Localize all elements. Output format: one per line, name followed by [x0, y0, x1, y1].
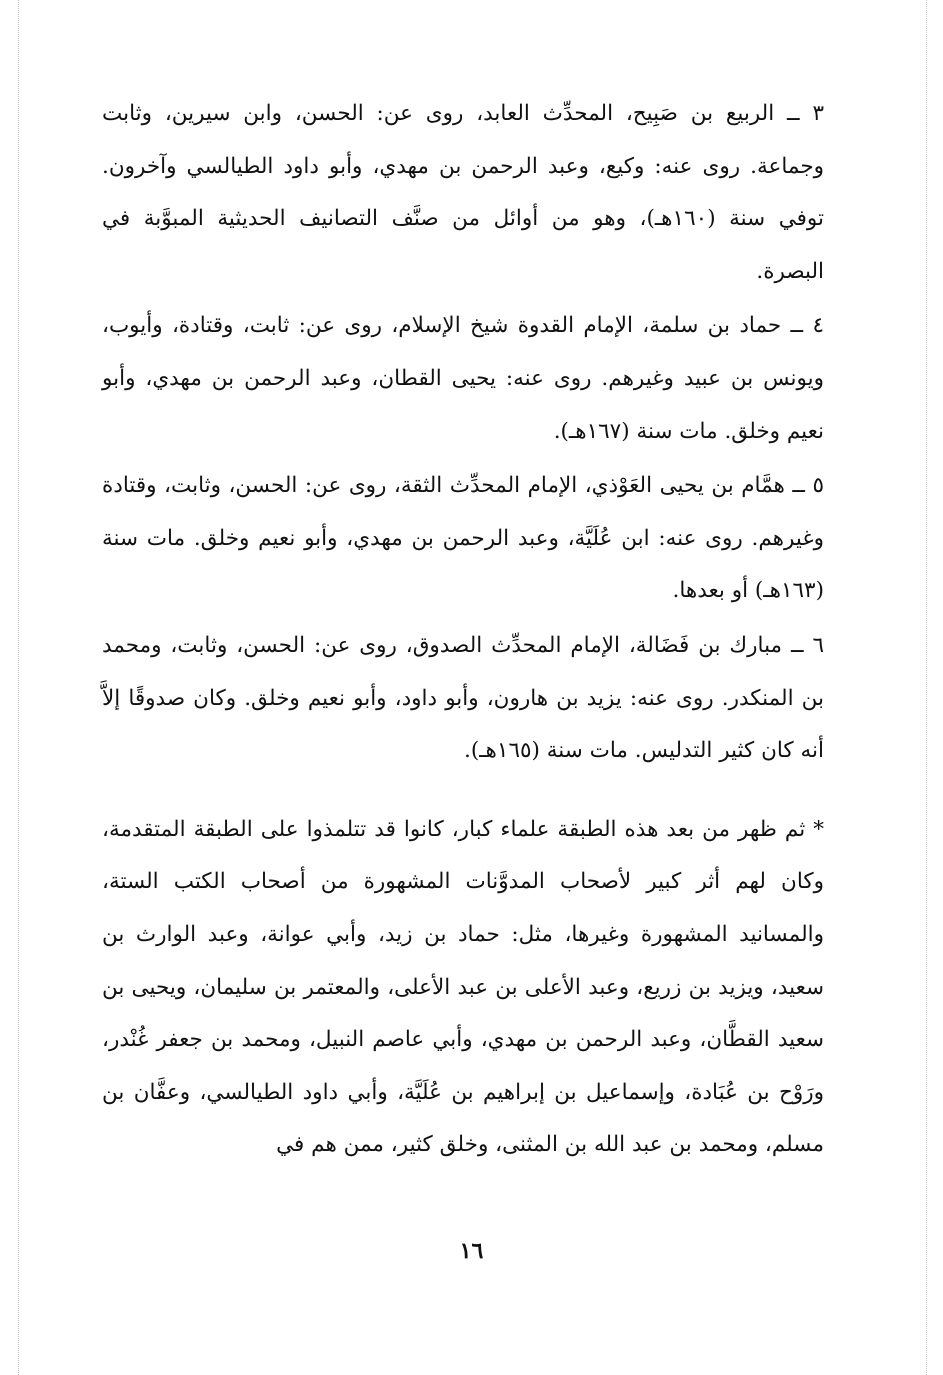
- paragraph-hammad-ibn-salama: ٤ ــ حماد بن سلمة، الإمام القدوة شيخ الإسلام، روى عن: ثابت، وقتادة، وأيوب، ويونس بن عبيد وغيرهم. روى عنه: يحيى القطان، وعبد الرحمن بن مهدي، وأبو نعيم وخلق. مات سنة (١٦٧هـ).: [102, 313, 824, 444]
- scan-edge-left: [18, 0, 19, 1375]
- paragraph-later-generation: * ثم ظهر من بعد هذه الطبقة علماء كبار، كانوا قد تتلمذوا على الطبقة المتقدمة، وكان لهم أثر كبير لأصحاب المدوَّنات المشهورة من أصحاب الكتب الستة، والمسانيد المشهورة وغيرها، مثل: حماد بن زيد، وأبي عوانة، وعبد الوارث بن سعيد، ويزيد بن زريع، وعبد الأعلى بن عبد الأعلى، والمعتمر بن سليمان، ويحيى بن سعيد القطَّان، وعبد الرحمن بن مهدي، وأبي عاصم النبيل، ومحمد بن جعفر غُنْدر، ورَوْح بن عُبَادة، وإسماعيل بن إبراهيم بن عُلَيَّة، وأبي داود الطيالسي، وعفَّان بن مسلم، ومحمد بن عبد الله بن المثنى، وخلق كثير، ممن هم في: [102, 816, 824, 1158]
- scan-edge-right: [926, 0, 927, 1375]
- paragraph-hammam-ibn-yahya: ٥ ــ همَّام بن يحيى العَوْذي، الإمام المحدِّث الثقة، روى عن: الحسن، وثابت، وقتادة وغيرهم. روى عنه: ابن عُلَيَّة، وعبد الرحمن بن مهدي، وأبو نعيم وخلق. مات سنة (١٦٣هـ) أو بعدها.: [102, 473, 824, 604]
- paragraph-mubarak-ibn-fadala: ٦ ــ مبارك بن فَضَالة، الإمام المحدِّث الصدوق، روى عن: الحسن، وثابت، ومحمد بن المنكدر. روى عنه: يزيد بن هارون، وأبو داود، وأبو نعيم وخلق. وكان صدوقًا إلاَّ أنه كان كثير التدليس. مات سنة (١٦٥هـ).: [102, 632, 824, 764]
- body-text: [102, 88, 824, 1172]
- paragraph-rabi-ibn-subayh: ٣ ــ الربيع بن صَبِيح، المحدِّث العابد، روى عن: الحسن، وابن سيرين، وثابت وجماعة. روى عنه: وكيع، وعبد الرحمن بن مهدي، وأبو داود الطيالسي وآخرون. توفي سنة (١٦٠هـ)، وهو من أوائل من صنَّف التصانيف الحديثية المبوَّبة في البصرة.: [102, 101, 825, 284]
- page-number: ١٦: [459, 1238, 484, 1264]
